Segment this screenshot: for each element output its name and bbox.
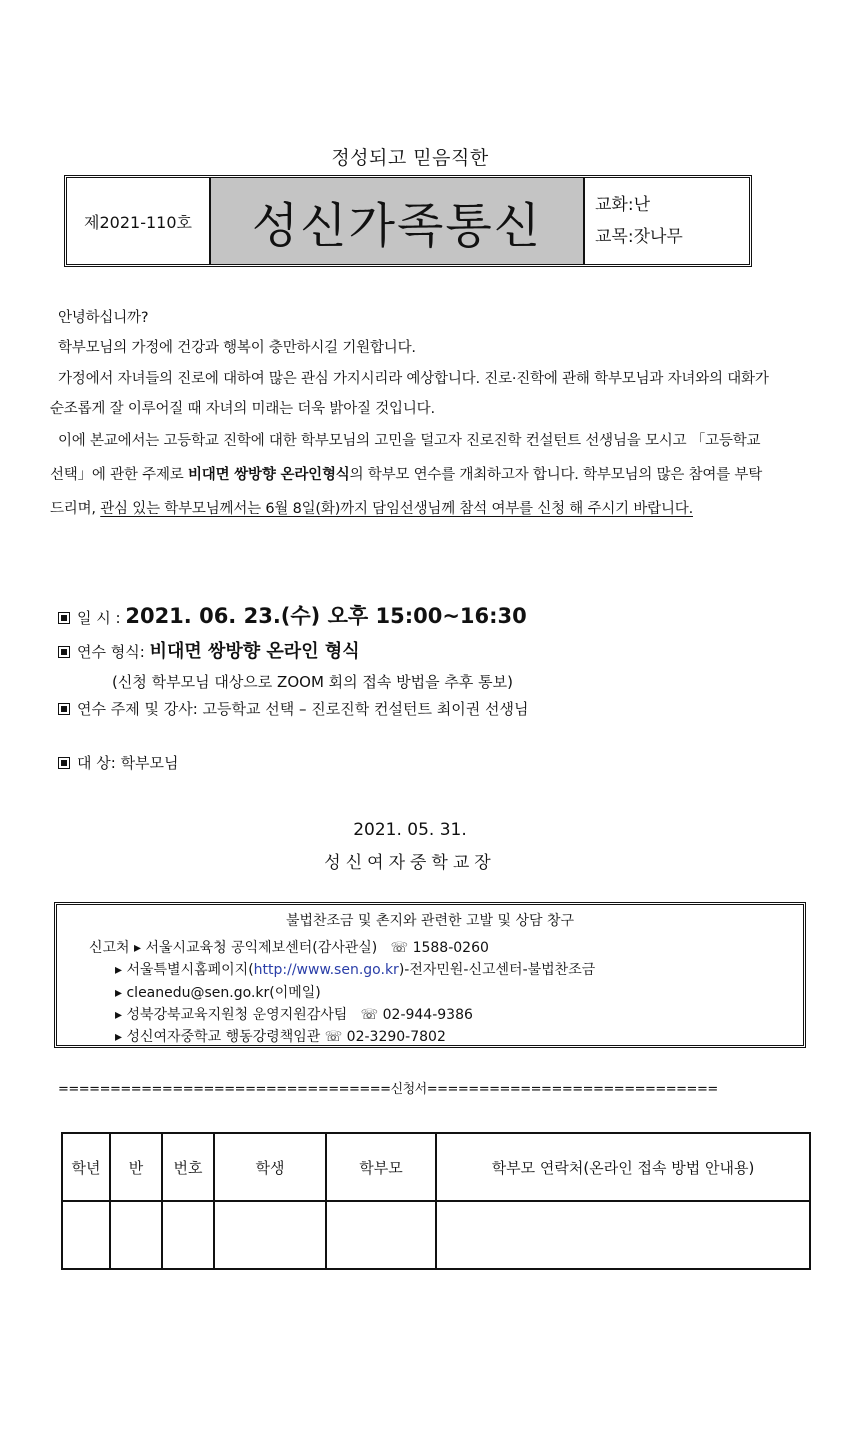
paragraph-2 xyxy=(50,424,775,526)
event-topic xyxy=(58,698,528,719)
col-student: 학생 xyxy=(214,1133,326,1201)
report-line-2-a: ▸ 서울특별시홈페이지( xyxy=(115,962,254,978)
paragraph-2-text-a: 이에 본교에서는 고등학교 진학에 대한 학부모님의 고민을 덜고자 진로진학 컨설턴트 선생님을 모시고 「고등학교 선택」에 관한 주제로 xyxy=(50,433,761,483)
sen-website-link[interactable]: http://www.sen.go.kr xyxy=(253,962,399,978)
col-class: 반 xyxy=(110,1133,162,1201)
col-number: 번호 xyxy=(162,1133,214,1201)
paragraph-2-bold: 비대면 쌍방향 온라인형식 xyxy=(187,467,350,483)
wish-line: 학부모님의 가정에 건강과 행복이 충만하시길 기원합니다. xyxy=(58,340,416,356)
newsletter-title: 성신가족통신 xyxy=(211,178,585,264)
event-format-label: 연수 형식: xyxy=(77,643,150,661)
cell-parent[interactable] xyxy=(326,1201,436,1269)
report-line-5: ▸ 성신여자중학교 행동강령책임관 ☏ 02-3290-7802 xyxy=(115,1029,446,1045)
col-parent: 학부모 xyxy=(326,1133,436,1201)
report-line-1-phone: ☏ 1588-0260 xyxy=(390,940,489,956)
report-line-4-text: ▸ 성북강북교육지원청 운영지원감사팀 xyxy=(115,1007,348,1023)
event-topic-text: 연수 주제 및 강사: 고등학교 선택 – 진로진학 컨설턴트 최이권 선생님 xyxy=(77,700,529,718)
report-line-1 xyxy=(89,937,489,957)
event-date-label: 일 시 : xyxy=(77,609,126,627)
report-contact-box xyxy=(54,902,806,1048)
cell-parent-contact[interactable] xyxy=(436,1201,810,1269)
newsletter-subtitle: 정성되고 믿음직한 xyxy=(331,147,489,169)
event-format xyxy=(58,637,360,663)
issue-number: 제2021-110호 xyxy=(67,178,211,264)
event-date-value: 2021. 06. 23.(수) 오후 15:00~16:30 xyxy=(125,604,527,628)
school-flower: 교화:난 xyxy=(595,195,650,215)
checkbox-icon xyxy=(58,757,70,769)
school-motto xyxy=(585,178,749,264)
report-line-2-b: )-전자민원-신고센터-불법찬조금 xyxy=(398,962,596,978)
event-date xyxy=(58,600,527,630)
col-grade: 학년 xyxy=(62,1133,110,1201)
report-title: 불법찬조금 및 촌지와 관련한 고발 및 상담 창구 xyxy=(285,913,575,929)
table-header-row xyxy=(62,1133,810,1201)
cell-student[interactable] xyxy=(214,1201,326,1269)
letter-body xyxy=(50,302,775,526)
cell-grade[interactable] xyxy=(62,1201,110,1269)
checkbox-icon xyxy=(58,612,70,624)
report-line-4 xyxy=(115,1004,473,1024)
cell-class[interactable] xyxy=(110,1201,162,1269)
event-format-value: 비대면 쌍방향 온라인 형식 xyxy=(149,641,360,662)
report-line-1-text: 신고처 ▸ 서울시교육청 공익제보센터(감사관실) xyxy=(89,940,378,956)
application-form-table xyxy=(61,1132,811,1270)
table-row xyxy=(62,1201,810,1269)
paragraph-2-text-b: 의 학부모 연수를 개최하고자 합니다. 학부모님의 많은 참여를 부탁드리며, xyxy=(50,467,763,517)
checkbox-icon xyxy=(58,703,70,715)
newsletter-header xyxy=(64,175,752,267)
report-line-3: ▸ cleanedu@sen.go.kr(이메일) xyxy=(115,985,321,1001)
event-target-text: 대 상: 학부모님 xyxy=(77,754,179,772)
checkbox-icon xyxy=(58,646,70,658)
col-parent-contact: 학부모 연락처(온라인 접속 방법 안내용) xyxy=(436,1133,810,1201)
school-tree: 교목:잣나무 xyxy=(595,227,683,247)
paragraph-2-underline: 관심 있는 학부모님께서는 6월 8일(화)까지 담임선생님께 참석 여부를 신청 해 주시기 바랍니다. xyxy=(100,501,693,517)
cell-number[interactable] xyxy=(162,1201,214,1269)
event-format-note: (신청 학부모님 대상으로 ZOOM 회의 접속 방법을 추후 통보) xyxy=(112,673,513,691)
report-line-2 xyxy=(115,959,595,979)
paragraph-1: 가정에서 자녀들의 진로에 대하여 많은 관심 가지시리라 예상합니다. 진로·진학에 관해 학부모님과 자녀와의 대화가 순조롭게 잘 이루어질 때 자녀의 미래는 더욱 밝아질 것입니다. xyxy=(50,371,769,417)
application-divider: ================================신청서============================ xyxy=(58,1082,718,1097)
issue-date: 2021. 05. 31. xyxy=(353,820,467,840)
school-principal: 성신여자중학교장 xyxy=(324,853,496,873)
event-target xyxy=(58,752,179,773)
greeting: 안녕하십니까? xyxy=(58,310,149,326)
report-line-4-phone: ☏ 02-944-9386 xyxy=(360,1007,473,1023)
